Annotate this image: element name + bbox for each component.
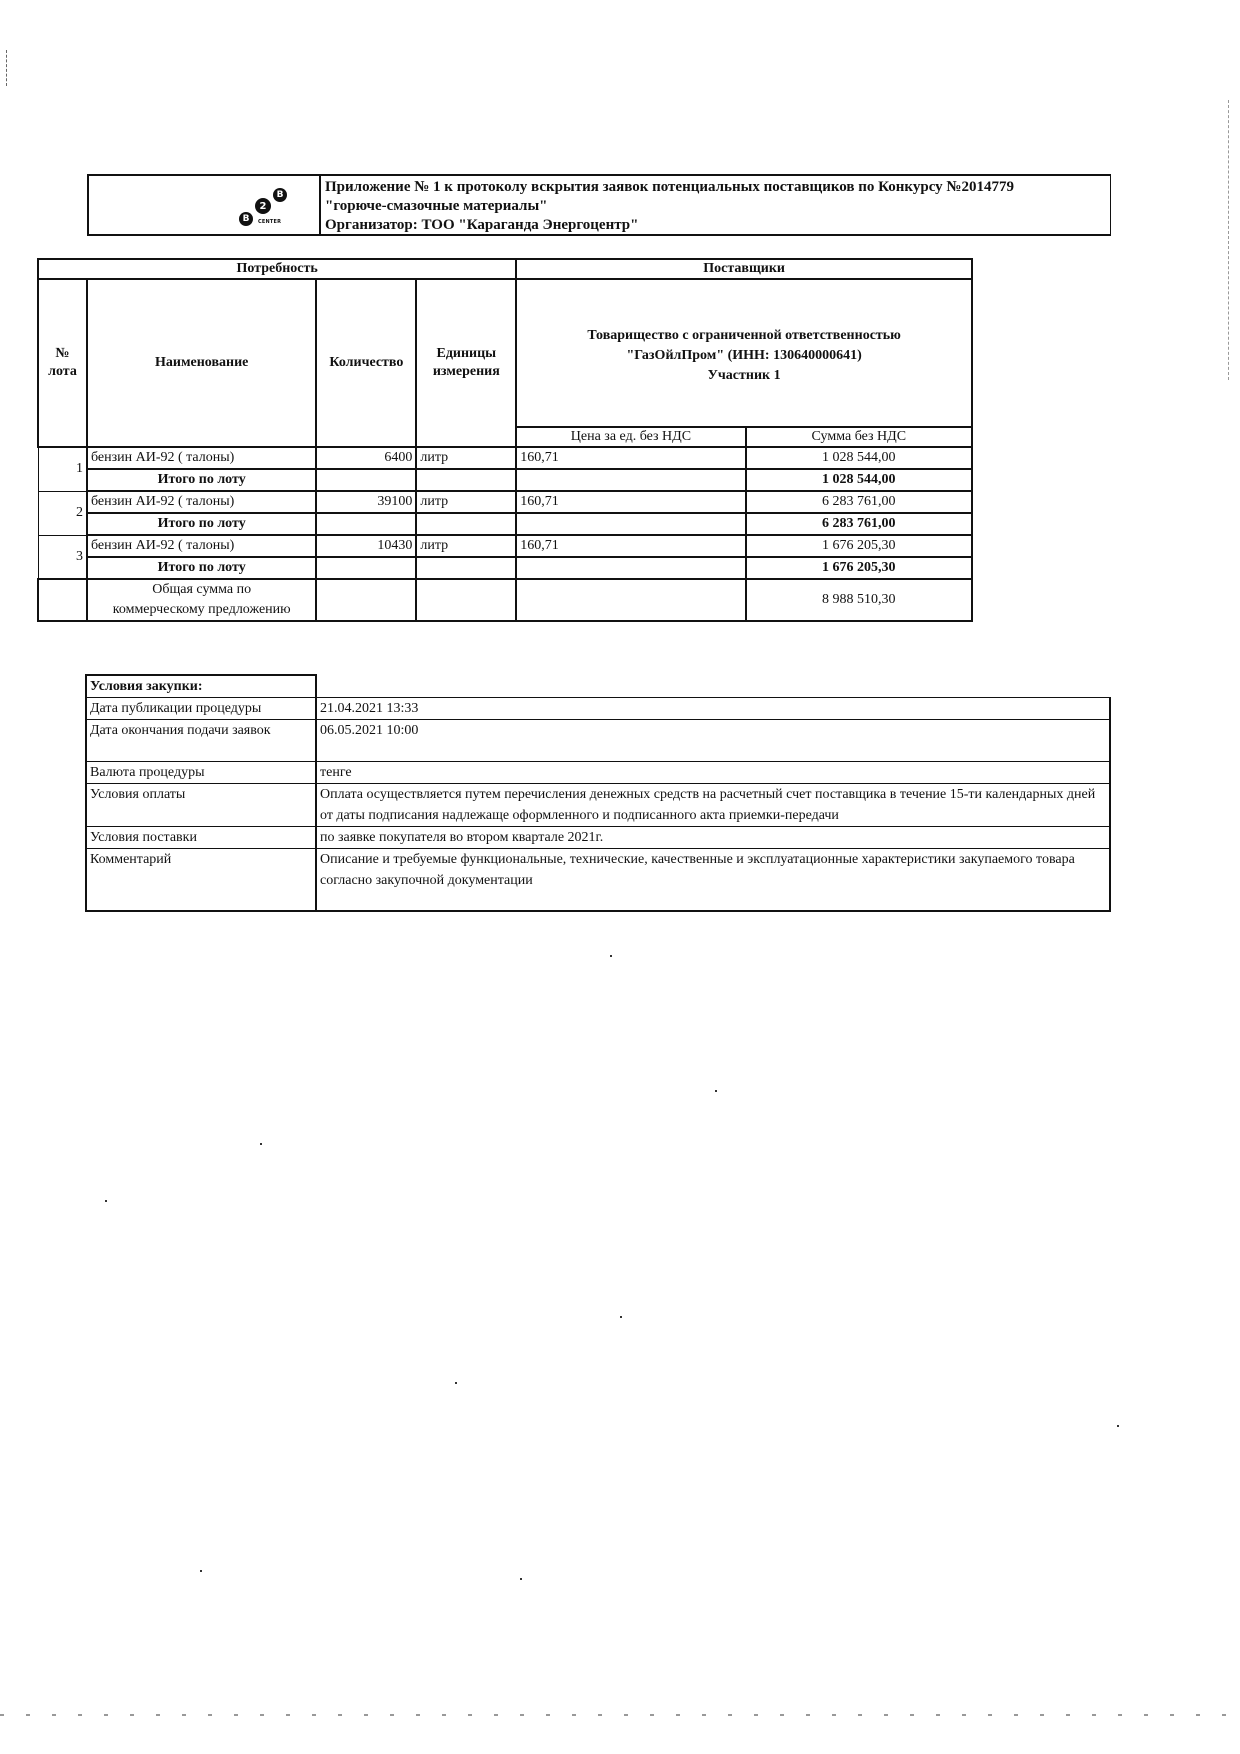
- procurement-conditions-table: [85, 674, 1111, 912]
- condition-value: 06.05.2021 10:00: [316, 720, 1110, 762]
- col-price: Цена за ед. без НДС: [516, 427, 745, 447]
- condition-row: [86, 720, 1110, 762]
- lot-number: 1: [38, 447, 87, 491]
- item-price: 160,71: [516, 447, 745, 469]
- col-sum: Сумма без НДС: [746, 427, 972, 447]
- table-row: [38, 535, 972, 557]
- condition-key: Условия поставки: [86, 827, 316, 849]
- scan-artifact: [0, 1714, 1240, 1716]
- condition-row: [86, 827, 1110, 849]
- condition-key: Дата публикации процедуры: [86, 698, 316, 720]
- group-header-row: [38, 259, 972, 279]
- item-sum: 1 028 544,00: [746, 447, 972, 469]
- conditions-title: Условия закупки:: [86, 675, 316, 698]
- condition-value: тенге: [316, 762, 1110, 784]
- col-qty: Количество: [316, 279, 416, 447]
- logo-b-icon: B: [273, 188, 287, 202]
- lot-total-row: [38, 513, 972, 535]
- lot-total-value: 6 283 761,00: [746, 513, 972, 535]
- scan-speck: [620, 1316, 622, 1318]
- table-row: [38, 491, 972, 513]
- col-lot-no: № лота: [38, 279, 87, 447]
- item-qty: 6400: [316, 447, 416, 469]
- col-name: Наименование: [87, 279, 317, 447]
- scan-speck: [200, 1570, 202, 1572]
- supplier-line-participant: Участник 1: [707, 368, 781, 383]
- lot-total-label: Итого по лоту: [87, 557, 317, 579]
- grand-total-row: [38, 579, 972, 621]
- condition-key: Дата окончания подачи заявок: [86, 720, 316, 762]
- item-name: бензин АИ-92 ( талоны): [87, 491, 317, 513]
- condition-key: Условия оплаты: [86, 784, 316, 827]
- condition-row: [86, 784, 1110, 827]
- scan-speck: [260, 1143, 262, 1145]
- condition-value: 21.04.2021 13:33: [316, 698, 1110, 720]
- lot-total-value: 1 028 544,00: [746, 469, 972, 491]
- lot-total-row: [38, 557, 972, 579]
- group-suppliers: Поставщики: [516, 259, 972, 279]
- supplier-line-type: Товарищество с ограниченной ответственностью: [587, 328, 901, 343]
- item-sum: 1 676 205,30: [746, 535, 972, 557]
- logo-cell: [89, 176, 321, 234]
- condition-row: [86, 849, 1110, 911]
- bids-table: [37, 258, 973, 622]
- scan-speck: [1117, 1425, 1119, 1427]
- group-need: Потребность: [38, 259, 516, 279]
- supplier-line-name: "ГазОйлПром" (ИНН: 130640000641): [626, 348, 862, 363]
- scan-artifact: [6, 50, 7, 86]
- scan-speck: [520, 1578, 522, 1580]
- header-title: [321, 176, 1110, 234]
- condition-value: по заявке покупателя во втором квартале 2021г.: [316, 827, 1110, 849]
- lot-number: 3: [38, 535, 87, 579]
- document-header: [87, 174, 1111, 236]
- lot-number: 2: [38, 491, 87, 535]
- grand-total-label: Общая сумма по коммерческому предложению: [87, 579, 317, 621]
- item-price: 160,71: [516, 535, 745, 557]
- header-line-organizer: Организатор: ТОО "Караганда Энергоцентр": [325, 217, 639, 233]
- lot-total-label: Итого по лоту: [87, 513, 317, 535]
- col-unit: Единицы измерения: [416, 279, 516, 447]
- lot-total-label: Итого по лоту: [87, 469, 317, 491]
- scan-speck: [105, 1200, 107, 1202]
- item-unit: литр: [416, 447, 516, 469]
- b2b-center-logo: [237, 186, 297, 230]
- item-unit: литр: [416, 535, 516, 557]
- condition-key: Валюта процедуры: [86, 762, 316, 784]
- logo-2-icon: 2: [255, 198, 271, 214]
- condition-row: [86, 762, 1110, 784]
- conditions-title-row: [86, 675, 1110, 698]
- condition-key: Комментарий: [86, 849, 316, 911]
- supplier-header: [516, 279, 972, 427]
- scan-speck: [455, 1382, 457, 1384]
- item-price: 160,71: [516, 491, 745, 513]
- logo-b-icon: B: [239, 212, 253, 226]
- scan-speck: [610, 955, 612, 957]
- condition-value: Описание и требуемые функциональные, технические, качественные и эксплуатационные характеристики закупаемого товара согласно закупочной документации: [316, 849, 1110, 911]
- condition-row: [86, 698, 1110, 720]
- header-line-appendix: Приложение № 1 к протоколу вскрытия заявок потенциальных поставщиков по Конкурсу №2014779: [325, 179, 1014, 195]
- column-header-row: [38, 279, 972, 427]
- item-qty: 10430: [316, 535, 416, 557]
- lot-total-row: [38, 469, 972, 491]
- item-sum: 6 283 761,00: [746, 491, 972, 513]
- logo-caption: CENTER: [258, 219, 282, 225]
- lot-total-value: 1 676 205,30: [746, 557, 972, 579]
- table-row: [38, 447, 972, 469]
- item-unit: литр: [416, 491, 516, 513]
- item-name: бензин АИ-92 ( талоны): [87, 447, 317, 469]
- header-line-subject: "горюче-смазочные материалы": [325, 198, 548, 214]
- scan-artifact: [1228, 100, 1229, 380]
- item-name: бензин АИ-92 ( талоны): [87, 535, 317, 557]
- item-qty: 39100: [316, 491, 416, 513]
- condition-value: Оплата осуществляется путем перечисления денежных средств на расчетный счет поставщика в течение 15-ти календарных дней от даты подписания надлежаще оформленного и подписанного акта приемки-передачи: [316, 784, 1110, 827]
- scan-speck: [715, 1090, 717, 1092]
- grand-total-value: 8 988 510,30: [746, 579, 972, 621]
